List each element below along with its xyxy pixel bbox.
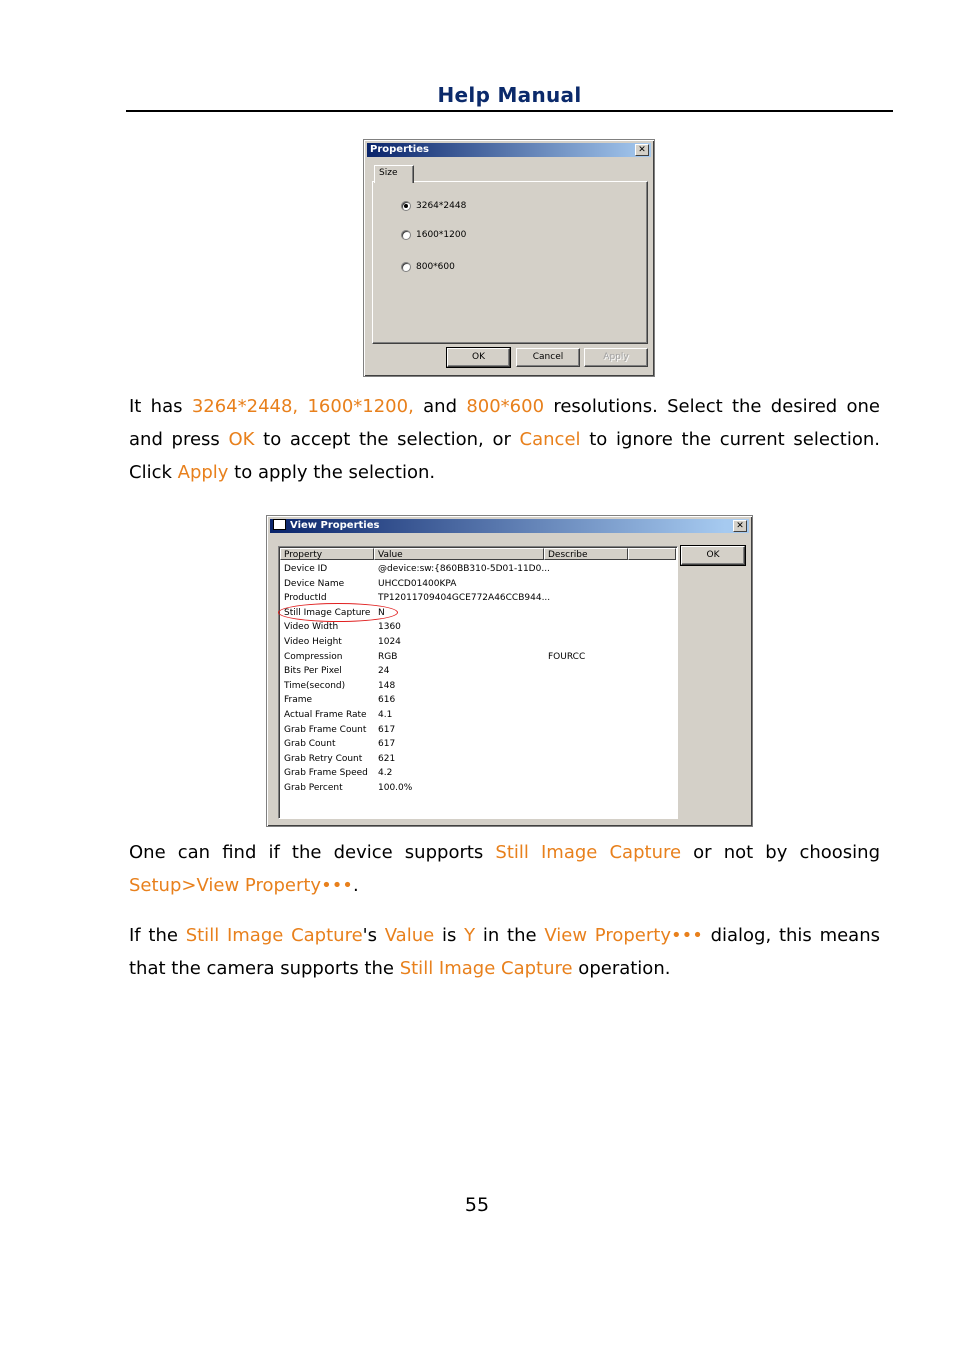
cell-value: N (378, 607, 385, 618)
paragraph-still-image-support (129, 836, 880, 902)
cancel-button[interactable]: Cancel (516, 348, 580, 367)
highlight-text: Setup>View Property••• (129, 875, 353, 896)
highlight-text: Apply (177, 462, 229, 483)
cell-value: 148 (378, 680, 396, 691)
cell-property: Grab Frame Speed (284, 768, 368, 779)
highlight-text: Cancel (519, 429, 581, 450)
close-icon[interactable]: ✕ (635, 144, 649, 156)
close-icon[interactable]: ✕ (733, 520, 747, 532)
cell-property: Device Name (284, 578, 345, 589)
column-header-describe[interactable]: Describe (544, 548, 628, 560)
highlight-text: Still Image Capture (185, 925, 363, 946)
radio-1600x1200[interactable] (401, 229, 466, 241)
radio-selected-icon (401, 201, 411, 211)
highlight-text: Still Image Capture (399, 958, 573, 979)
cell-property: Device ID (284, 564, 328, 574)
window-icon (273, 519, 286, 530)
text: to ignore the current selection. Click (129, 429, 880, 483)
cell-value: 616 (378, 695, 396, 706)
page-number: 55 (464, 1194, 490, 1216)
cell-value: TP12011709404GCE772A46CCB944... (378, 593, 551, 604)
radio-3264x2448[interactable] (401, 200, 466, 212)
text: resolutions. Select the desired one and press (129, 396, 880, 450)
ok-button[interactable]: OK (447, 348, 510, 367)
view-properties-title: View Properties (290, 520, 380, 531)
text: If the (129, 925, 186, 946)
view-properties-dialog (266, 515, 753, 827)
cell-property: Frame (284, 695, 313, 706)
cell-property: Actual Frame Rate (284, 710, 367, 720)
view-properties-titlebar[interactable] (270, 519, 749, 533)
text: 's (362, 925, 385, 946)
cell-value: 1360 (378, 622, 401, 633)
column-header-value[interactable]: Value (374, 548, 544, 560)
text: It has (129, 396, 192, 417)
properties-titlebar[interactable] (367, 143, 651, 157)
text: to apply the selection. (228, 462, 436, 483)
highlight-text: 800*600 (466, 396, 545, 417)
highlight-text: View Property••• (544, 925, 703, 946)
highlight-text: Y (464, 925, 476, 946)
text: operation. (572, 958, 671, 979)
text: dialog, this means that the camera supports the (129, 925, 880, 979)
properties-list[interactable] (278, 546, 678, 819)
cell-value: RGB (378, 651, 398, 662)
cell-value: 4.2 (378, 768, 393, 779)
cell-value: 24 (378, 666, 390, 677)
highlight-text: 3264*2448, 1600*1200, (191, 396, 414, 417)
highlight-text: OK (228, 429, 255, 450)
cell-value: 100.0% (378, 783, 413, 793)
column-header-empty (628, 548, 676, 560)
cell-property: ProductId (284, 593, 327, 604)
cell-property: Video Width (284, 622, 339, 633)
text: and (413, 396, 467, 417)
radio-unselected-icon (401, 230, 411, 240)
cell-value: 4.1 (378, 710, 393, 720)
radio-label: 3264*2448 (416, 201, 467, 211)
column-header-property[interactable]: Property (280, 548, 374, 560)
cell-property: Video Height (284, 637, 342, 647)
text: . (352, 875, 359, 896)
text: to accept the selection, or (254, 429, 520, 450)
cell-describe: FOURCC (548, 651, 586, 662)
tab-size[interactable]: Size (374, 165, 414, 183)
cell-property: Time(second) (284, 680, 346, 691)
cell-value: 617 (378, 739, 396, 750)
cell-property: Still Image Capture (284, 607, 371, 618)
radio-label: 800*600 (416, 262, 455, 272)
cell-value: @device:sw:{860BB310-5D01-11D0... (378, 564, 550, 574)
size-tab-panel (372, 181, 648, 344)
page-header (126, 82, 893, 112)
cell-property: Grab Count (284, 739, 336, 750)
cell-property: Grab Retry Count (284, 753, 363, 764)
text: or not by choosing (681, 842, 881, 863)
cell-property: Compression (284, 651, 343, 662)
text: One can find if the device supports (129, 842, 496, 863)
highlight-text: Value (384, 925, 435, 946)
cell-value: 617 (378, 724, 396, 735)
radio-unselected-icon (401, 262, 411, 272)
text: in the (475, 925, 545, 946)
header-title: Help Manual (437, 83, 582, 107)
cell-property: Grab Percent (284, 783, 343, 793)
highlight-text: Still Image Capture (495, 842, 682, 863)
radio-label: 1600*1200 (416, 230, 467, 240)
cell-property: Grab Frame Count (284, 724, 367, 735)
properties-dialog (363, 139, 655, 377)
paragraph-resolutions (129, 390, 880, 489)
paragraph-value-meaning (129, 919, 880, 985)
text: is (434, 925, 465, 946)
cell-value: UHCCD01400KPA (378, 578, 457, 589)
apply-button[interactable]: Apply (584, 348, 648, 367)
cell-property: Bits Per Pixel (284, 666, 342, 677)
radio-800x600[interactable] (401, 261, 455, 273)
ok-button[interactable]: OK (681, 546, 745, 565)
list-header (280, 548, 676, 560)
properties-title: Properties (370, 144, 429, 155)
cell-value: 1024 (378, 637, 401, 647)
cell-value: 621 (378, 753, 396, 764)
